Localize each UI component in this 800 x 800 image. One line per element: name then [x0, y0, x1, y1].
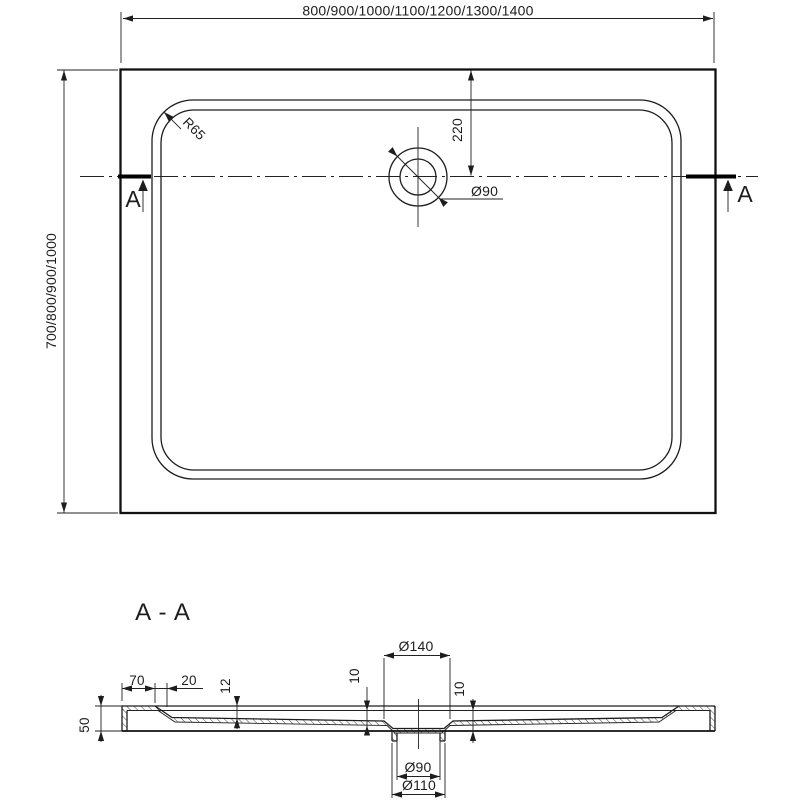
drain-hole-diameter-label: Ø90	[404, 759, 432, 775]
section-view	[77, 599, 715, 798]
arrow-10R-bottom	[470, 731, 476, 741]
section-letter-left: A	[125, 186, 141, 212]
arrow-offset-top	[468, 71, 474, 81]
section-dimension-arrows	[98, 652, 476, 797]
section-profile	[122, 699, 715, 749]
section-cut-marks	[118, 177, 736, 213]
arrow-110-right	[435, 791, 445, 797]
rim-width-label: 70	[129, 673, 145, 688]
section-letter-right: A	[737, 181, 753, 207]
dimension-arrows	[61, 15, 713, 512]
corner-radius-label: R65	[179, 114, 209, 144]
profile-floor-top	[155, 706, 679, 729]
overall-height-label: 50	[77, 717, 92, 733]
depth-dimension-label: 700/800/900/1000	[43, 232, 59, 350]
drain-diameter-label: Ø90	[471, 183, 499, 199]
arrow-depth-bottom	[61, 503, 67, 513]
floor-thickness-right-label: 10	[452, 681, 467, 697]
rim-depth-label: 12	[218, 678, 233, 694]
arrow-110-left	[392, 791, 402, 797]
arrow-width-left	[123, 15, 133, 21]
corner-radius-leader	[164, 112, 181, 129]
arrow-50-bottom	[98, 731, 104, 741]
width-dimension-label: 800/900/1000/1100/1200/1300/1400	[302, 2, 534, 19]
hatch-rim-left	[122, 706, 160, 711]
cut-arrow-right	[723, 180, 733, 192]
arrow-12-top	[234, 696, 240, 706]
arrow-width-right	[703, 15, 713, 21]
arrow-140-right	[440, 652, 450, 658]
top-view	[43, 3, 758, 514]
recess-diameter-label: Ø140	[398, 638, 434, 654]
arrow-50-top	[98, 696, 104, 706]
arrow-70-right	[145, 685, 155, 691]
floor-thickness-left-label: 10	[347, 668, 362, 684]
slope-width-label: 20	[181, 673, 197, 688]
arrow-offset-bottom	[468, 166, 474, 176]
hatch-rim-right	[674, 706, 715, 711]
basin-edge-outer	[152, 100, 681, 479]
section-title: A - A	[135, 599, 191, 626]
arrow-depth-top	[61, 71, 67, 81]
hatch-spigot-right	[440, 733, 445, 741]
drain-offset-label: 220	[449, 118, 465, 142]
drain-flange-diameter-label: Ø110	[401, 777, 437, 793]
hatch-spigot-left	[392, 733, 397, 741]
arrow-140-left	[384, 652, 394, 658]
hatch-wall-right	[710, 706, 715, 731]
basin-edge-inner	[161, 110, 672, 470]
arrow-20-right	[167, 685, 177, 691]
extension-lines	[57, 12, 714, 513]
